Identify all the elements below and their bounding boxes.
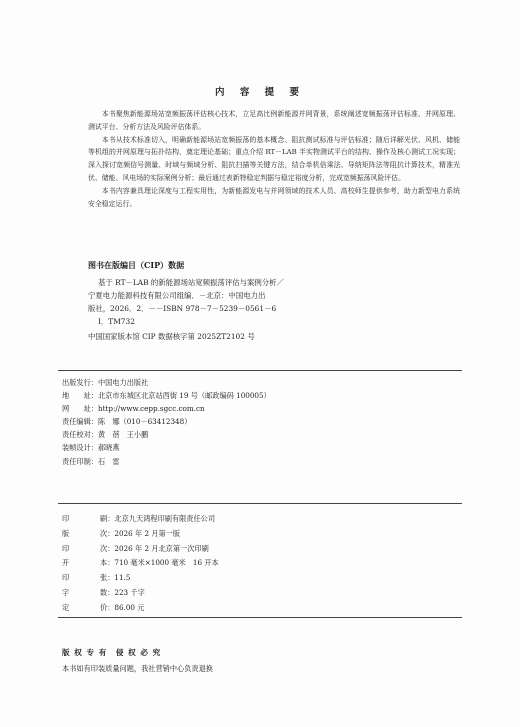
spec-label: 印 [62,543,70,553]
spec-label: 版 [62,528,70,538]
spec-value: 86.00 元 [114,602,145,612]
spec-row [62,556,219,571]
spec-sep: 价： [100,602,115,612]
divider [58,370,462,371]
cip-block [88,276,428,328]
info-value: 郝晓燕 [97,443,120,453]
info-row [62,455,271,468]
spec-sep: 次： [100,528,115,538]
rights-title: 版 权 专 有 侵 权 必 究 [62,648,162,657]
summary-paragraph: 本书内容兼具理论深度与工程实用性，为新能源发电与并网领域的技术人员、高校师生提供参考，助力新型电力系统安全稳定运行。 [88,186,460,208]
print-specs [62,512,219,616]
cip-line: Ⅰ．TM732 [98,317,135,326]
cip-number: 中国国家版本馆 CIP 数据核字第 2025ZT2102 号 [88,332,255,341]
cip-line: 宁夏电力能源科技有限公司组编．－北京：中国电力出 [88,291,266,300]
info-label: 地 址： [62,391,98,401]
info-row [62,441,271,454]
info-row [62,402,271,415]
spec-label: 印 [62,573,70,583]
info-value: 黄 蓓 王小鹏 [97,430,149,440]
info-label: 网 址： [62,404,98,414]
spec-value: 11.5 [114,573,131,583]
summary-paragraph: 本书聚焦新能源场站宽频振荡评估核心技术，立足高比例新能源并网背景，系统阐述宽频振荡评估标准、并网原理、测试平台、分析方法及风险评估体系。 [88,110,460,131]
info-value: http://www.cepp.sgcc.com.cn [97,404,205,414]
info-label: 责任编辑： [62,417,98,427]
spec-sep: 本： [100,558,115,568]
cip-title: 图书在版编目（CIP）数据 [88,260,185,270]
spec-label: 印 [62,514,70,523]
divider [58,617,462,618]
spec-row [62,571,219,586]
info-value: 北京市东城区北京站西街 19 号（邮政编码 100005） [97,391,271,401]
info-value: 中国电力出版社 [97,378,149,387]
spec-row [62,527,219,542]
spec-row [62,542,219,557]
spec-value: 710 毫米×1000 毫米 16 开本 [114,558,219,568]
spec-value: 2026 年 2 月第一版 [114,528,181,538]
cip-line: 基于 RT－LAB 的新能源场站宽频振荡评估与案例分析／ [98,278,284,287]
spec-value: 北京九天鸿程印刷有限责任公司 [114,514,216,523]
spec-label: 字 [62,587,70,597]
info-label: 责任印制： [62,456,98,466]
info-label: 责任校对： [62,430,98,440]
summary-title: 内 容 提 要 [215,87,305,98]
spec-value: 223 千字 [114,587,145,597]
spec-sep: 刷： [100,514,115,523]
info-row [62,389,271,402]
info-label: 装帧设计： [62,443,98,453]
rights-note: 本书如有印装质量问题，我社营销中心负责退换 [62,664,213,673]
spec-sep: 次： [100,543,115,553]
spec-row [62,512,219,527]
spec-row [62,586,219,601]
divider [58,503,462,504]
publisher-info [62,376,271,468]
spec-sep: 张： [100,573,115,583]
info-value: 石 雷 [97,456,120,466]
spec-label: 定 [62,602,70,612]
summary-paragraph: 本书从技术标准切入，明确新能源场站宽频振荡的基本概念、阻抗测试标准与评估标准；随后详解光伏、风机、储能等机组的并网原理与拓扑结构，奠定理论基础；重点介绍 RT－LAB 半实物测试平台的结构、操作及核心测试工况实现；深入探讨宽频信号测量、时域与频域分析、阻抗扫描等关键方法，结合单机倍乘法、导纳矩阵法等阻抗计算技术，精准光伏、储能、风电场的实际案例分析；最后通过表新特稳定判据与稳定裕度分析，完成宽频振荡风险评估。 [88,135,460,182]
info-value: 陈 娜（010－63412348） [97,417,192,427]
spec-sep: 数： [100,587,115,597]
summary-body [88,108,460,210]
info-row [62,376,271,389]
spec-value: 2026 年 2 月北京第一次印刷 [114,543,209,553]
spec-row [62,601,219,616]
info-row [62,428,271,441]
spec-label: 开 [62,558,70,568]
info-row [62,415,271,428]
info-label: 出版发行： [62,378,98,387]
cip-line: 版社，2026．2．－－ISBN 978－7－5239－0561－6 [88,304,277,313]
